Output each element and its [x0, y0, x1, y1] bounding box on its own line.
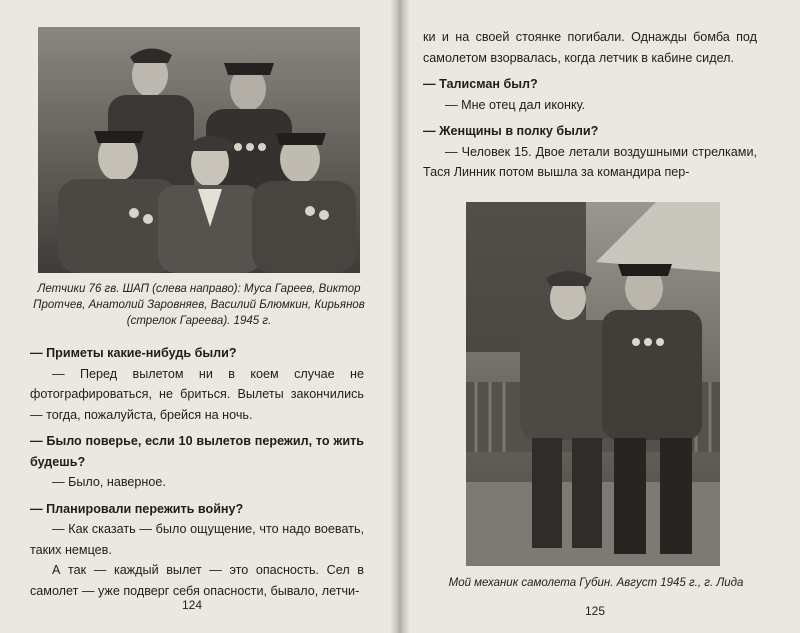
book-gutter [390, 0, 410, 633]
answer-paragraph: — Как сказать — было ощущение, что надо воевать, таких немцев. [30, 522, 364, 557]
continuation-paragraph: ки и на своей стоянке погибали. Однажды бомба под самолетом взорвалась, когда летчик в кабине сидел. [423, 30, 757, 65]
photo-caption: Мой механик самолета Губин. Август 1945 г., г. Лида [448, 577, 744, 589]
question-paragraph: — Было поверье, если 10 вылетов пережил, то жить будешь? [30, 434, 364, 469]
answer-paragraph: — Было, наверное. [52, 475, 166, 489]
answer-paragraph: А так — каждый вылет — это опасность. Сел в самолет — уже подверг себя опасности, бывало, летчи- [30, 563, 364, 598]
page-number: 125 [585, 604, 606, 618]
question-paragraph: — Женщины в полку были? [423, 124, 599, 138]
left-page-text [30, 337, 364, 601]
question-paragraph: — Талисман был? [423, 77, 538, 91]
group-photo-five-soldiers-icon [38, 27, 360, 273]
page-number: 124 [182, 598, 203, 612]
photo-caption: Летчики 76 гв. ШАП (слева направо): Муса Гареев, Виктор Протчев, Анатолий Заровняев, Василий Блюмкин, Кирьянов (стрелок Гареева). 1945 г. [33, 283, 365, 327]
answer-paragraph: — Человек 15. Двое летали воздушными стрелками, Тася Линник потом вышла за командира пер- [423, 144, 757, 179]
two-soldiers-photo-icon [466, 202, 720, 566]
left-page [0, 0, 398, 633]
answer-paragraph: — Перед вылетом ни в коем случае не фотографироваться, не бриться. Вылеты закончились — тогда, пожалуйста, брейся на ночь. [30, 366, 364, 422]
right-page-text [423, 27, 757, 183]
question-paragraph: — Приметы какие-нибудь были? [30, 346, 237, 360]
question-paragraph: — Планировали пережить войну? [30, 501, 244, 516]
answer-paragraph: — Мне отец дал иконку. [445, 97, 586, 112]
